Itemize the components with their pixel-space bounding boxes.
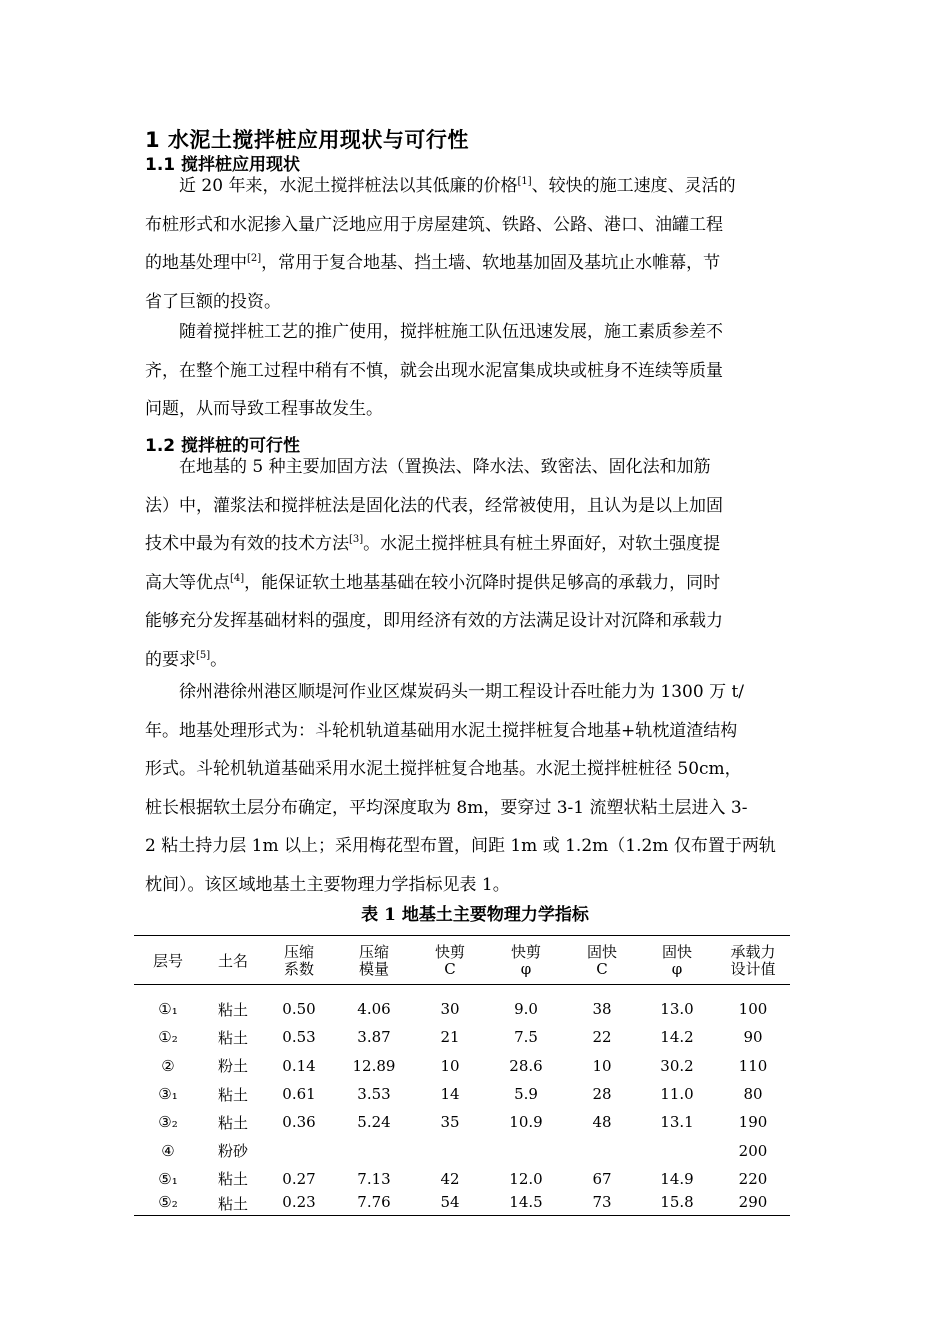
table-cell: 0.61: [282, 1085, 316, 1104]
table-cell: 5.24: [357, 1113, 391, 1132]
text-line: 。: [210, 649, 228, 670]
text-line: 高大等优点: [145, 572, 230, 593]
citation-ref: [3]: [349, 534, 364, 545]
table-row: [134, 1023, 790, 1051]
table-cell: 67: [592, 1169, 612, 1188]
section-1-2-heading: 1.2 搅拌桩的可行性: [145, 436, 301, 456]
table-cell: 7.76: [334, 1193, 414, 1216]
text-line: 徐州港徐州港区顺堤河作业区煤炭码头一期工程设计吞吐能力为 1300 万 t/: [179, 682, 745, 702]
table-cell: ⑤₂: [134, 1193, 202, 1216]
table-row: [134, 1108, 790, 1136]
table-cell: 73: [566, 1193, 638, 1216]
table-cell: 10.9: [509, 1113, 543, 1132]
table-cell: 54: [414, 1193, 486, 1216]
table-cell: 13.0: [660, 1000, 694, 1019]
table-cell: ③₁: [158, 1085, 178, 1104]
header-bearing-capacity: 承载力 设计值: [716, 936, 790, 985]
table-cell: 290: [716, 1193, 790, 1216]
table-cell: [486, 1136, 566, 1164]
table-cell: ①₁: [158, 1000, 178, 1019]
table-cell: 30.2: [660, 1056, 694, 1075]
text-line: ，能保证软土地基基础在较小沉降时提供足够高的承载力，同时: [244, 572, 721, 593]
table-cell: 21: [440, 1028, 460, 1047]
table-cell: 100: [738, 1000, 768, 1019]
table-cell: 48: [592, 1113, 612, 1132]
text-line: 齐，在整个施工过程中稍有不慎，就会出现水泥富集成块或桩身不连续等质量: [145, 360, 723, 381]
table-cell: 0.14: [282, 1056, 316, 1075]
table-row: [134, 1080, 790, 1108]
table-cell: 3.87: [357, 1028, 391, 1047]
table-row: [134, 1052, 790, 1080]
table-cell: 80: [743, 1085, 763, 1104]
citation-ref: [4]: [230, 572, 245, 584]
section-1-heading: 1 水泥土搅拌桩应用现状与可行性: [145, 128, 469, 152]
text-line: 随着搅拌桩工艺的推广使用，搅拌桩施工队伍迅速发展，施工素质参差不: [179, 322, 723, 342]
header-soil-name: 土名: [202, 936, 264, 985]
paragraph-1-2-a: [145, 448, 805, 679]
table-cell: 13.1: [660, 1113, 694, 1132]
table-cell: 10: [440, 1056, 460, 1075]
text-line: 的地基处理中: [145, 253, 247, 273]
table-cell: 14.2: [660, 1028, 694, 1047]
citation-ref: [2]: [247, 253, 262, 264]
table-cell: [638, 1136, 716, 1164]
text-line: 技术中最为有效的技术方法: [145, 534, 349, 554]
table-row: [134, 1193, 790, 1216]
table-cell: 粘土: [202, 1193, 264, 1216]
table-cell: 0.23: [264, 1193, 334, 1216]
table-cell: 12.89: [352, 1056, 396, 1075]
paragraph-1-1-b: [145, 313, 805, 429]
text-line: 近 20 年来，水泥土搅拌桩法以其低廉的价格: [179, 176, 518, 196]
table-cell: 28: [592, 1085, 612, 1104]
table-cell: 粘土: [217, 1113, 248, 1132]
citation-ref: [1]: [517, 176, 532, 187]
text-line: 法）中，灌浆法和搅拌桩法是固化法的代表，经常被使用，且认为是以上加固: [145, 495, 723, 516]
table-cell: 220: [738, 1169, 768, 1188]
header-layer-no: 层号: [134, 936, 202, 985]
header-compress-coef: 压缩 系数: [264, 936, 334, 985]
header-consolidated-phi: 固快 φ: [638, 936, 716, 985]
table-cell: 28.6: [509, 1056, 543, 1075]
table-cell: ③₂: [158, 1113, 178, 1132]
table-cell: 0.50: [282, 1000, 316, 1019]
table-cell: 0.36: [282, 1113, 316, 1132]
table-cell: 200: [738, 1141, 768, 1160]
table-cell: 12.0: [509, 1169, 543, 1188]
table-cell: 42: [440, 1169, 460, 1188]
table-cell: 4.06: [357, 1000, 391, 1019]
text-line: 布桩形式和水泥掺入量广泛地应用于房屋建筑、铁路、公路、港口、油罐工程: [145, 214, 723, 235]
table-cell: 15.8: [638, 1193, 716, 1216]
text-line: 、较快的施工速度、灵活的: [531, 176, 736, 196]
table-cell: 14: [440, 1085, 460, 1104]
table-cell: 35: [440, 1113, 460, 1132]
table-cell: 14.5: [486, 1193, 566, 1216]
text-line: 年。地基处理形式为：斗轮机轨道基础用水泥土搅拌桩复合地基+轨枕道渣结构: [145, 720, 738, 741]
table-row: [134, 1165, 790, 1193]
table-cell: 3.53: [357, 1085, 391, 1104]
text-line: ，常用于复合地基、挡土墙、软地基加固及基坑止水帷幕，节: [261, 253, 721, 273]
header-compress-modulus: 压缩 模量: [334, 936, 414, 985]
text-line: 在地基的 5 种主要加固方法（置换法、降水法、致密法、固化法和加筋: [179, 457, 711, 477]
soil-properties-table: [134, 935, 790, 1216]
table-cell: 9.0: [514, 1000, 538, 1019]
table-cell: 30: [440, 1000, 460, 1019]
table-cell: ⑤₁: [158, 1169, 178, 1188]
table-cell: [414, 1136, 486, 1164]
table-cell: 0.27: [282, 1169, 316, 1188]
table-row: [134, 985, 790, 1024]
header-consolidated-c: 固快 C: [566, 936, 638, 985]
table-cell: [264, 1136, 334, 1164]
table-cell: 110: [738, 1056, 768, 1075]
header-quick-shear-c: 快剪 C: [414, 936, 486, 985]
text-line: 的要求: [145, 649, 196, 670]
table-cell: ④: [161, 1141, 175, 1160]
text-line: 省了巨额的投资。: [145, 291, 281, 312]
table-cell: 7.13: [357, 1169, 391, 1188]
table-row: [134, 1136, 790, 1164]
table-header-row: [134, 936, 790, 985]
text-line: 形式。斗轮机轨道基础采用水泥土搅拌桩复合地基。水泥土搅拌桩桩径 50cm，: [145, 759, 742, 779]
table-cell: 粉砂: [217, 1142, 248, 1161]
citation-ref: [5]: [196, 649, 211, 661]
table-cell: 粘土: [217, 1170, 248, 1189]
table-cell: 11.0: [660, 1085, 694, 1104]
table-cell: 粘土: [217, 1000, 248, 1019]
table-cell: 5.9: [514, 1085, 538, 1104]
section-1-1-heading: 1.1 搅拌桩应用现状: [145, 155, 301, 175]
table-cell: 粘土: [217, 1085, 248, 1104]
paragraph-1-2-b: [145, 673, 805, 904]
table-cell: 190: [738, 1113, 768, 1132]
table-cell: 14.9: [660, 1169, 694, 1188]
table-cell: 38: [592, 1000, 612, 1019]
text-line: 桩长根据软土层分布确定，平均深度取为 8m，要穿过 3-1 流塑状粘土层进入 3-: [145, 797, 748, 818]
table-cell: 22: [592, 1028, 612, 1047]
table-cell: 0.53: [282, 1028, 316, 1047]
table-cell: ②: [161, 1056, 175, 1075]
table-cell: 90: [743, 1028, 763, 1047]
table-cell: 粘土: [217, 1028, 248, 1047]
paragraph-1-1-a: [145, 167, 805, 321]
text-line: 。水泥土搅拌桩具有桩土界面好，对软土强度提: [363, 534, 721, 554]
text-line: 2 粘土持力层 1m 以上；采用梅花型布置，间距 1m 或 1.2m（1.2m 仅布置于两轨: [145, 836, 776, 856]
table-cell: [566, 1136, 638, 1164]
text-line: 枕间）。该区域地基土主要物理力学指标见表 1。: [145, 874, 510, 895]
table-cell: [334, 1136, 414, 1164]
table-1-caption: 表 1 地基土主要物理力学指标: [361, 905, 589, 925]
text-line: 问题，从而导致工程事故发生。: [145, 399, 383, 419]
table-cell: 粉土: [217, 1057, 248, 1076]
table-cell: 10: [592, 1056, 612, 1075]
text-line: 能够充分发挥基础材料的强度，即用经济有效的方法满足设计对沉降和承载力: [145, 611, 723, 631]
table-cell: 7.5: [514, 1028, 538, 1047]
header-quick-shear-phi: 快剪 φ: [486, 936, 566, 985]
table-cell: ①₂: [158, 1028, 178, 1047]
